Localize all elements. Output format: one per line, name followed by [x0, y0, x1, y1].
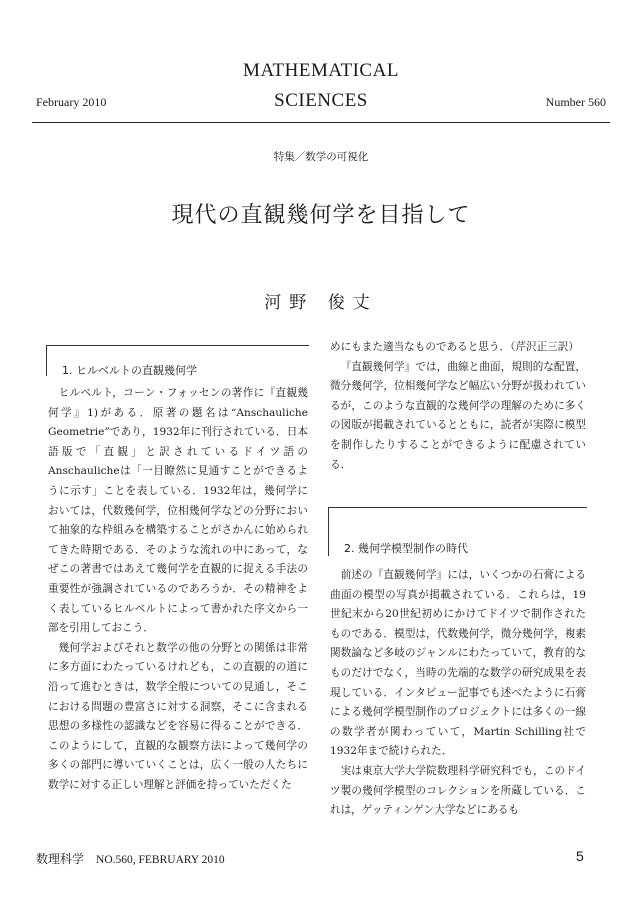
section1-paragraph: ヒルベルト，コーン・フォッセンの著作に『直観幾何学』1)がある．原著の題名は“Anschauliche Geometrie”であり，1932年に刊行されている．日本語版で「直観」と訳されているドイツ語のAnschaulicheは「一目瞭然に見通すことができるように示す」ことを表している．1932年は，幾何学においては，代数幾何学，位相幾何学などの分野において抽象的な枠組みを構築することがさかんに始められてきた時期である．そのような流れの中にあって，なぜこの著書ではあえて幾何学を直観的に捉える手法の重要性が強調されているのであろうか．その精神をよく表しているヒルベルトによって書かれた序文から一部を引用しておこう． [48, 387, 308, 635]
masthead-date: February 2010 [36, 95, 107, 109]
header-rule [32, 122, 610, 123]
footer-journal [36, 850, 225, 867]
masthead-title-line1: MATHEMATICAL [243, 60, 399, 81]
section2-paragraph-2: 実は東京大学大学院数理科学研究科でも，このドイツ製の幾何学模型のコレクションを所蔵している．これは，ゲッティンゲン大学などにあるも [330, 764, 586, 817]
quote-continuation: めにもまた適当なものであると思う．（芹沢正三訳） [330, 341, 579, 353]
right-column-bottom [330, 566, 586, 821]
masthead-title-line2: SCIENCES [274, 90, 368, 111]
right-column-top [330, 338, 586, 475]
feature-label: 特集／数学の可視化 [273, 151, 369, 163]
footer-issue: NO.560, FEBRUARY 2010 [96, 854, 225, 866]
hilbert-quote: 幾何学およびそれと数学の他の分野との関係は非常に多方面にわたっているけれども，この直観的の道に沿って進むときは，数学全般についての見通し，そこにおける問題の豊富さに対する洞察，そこに含まれる思想の多様性の認識などを容易に得ることができる．このようにして，直観的な観察方法によって幾何学の多くの部門に導いていくことは，広く一般の人たちに数学に対する正しい理解と評価を持っていただくた [48, 641, 308, 791]
section1-heading: 1. ヒルベルトの直観幾何学 [62, 364, 197, 377]
article-author: 河野 俊丈 [264, 293, 378, 313]
masthead-issue-number: Number 560 [545, 95, 606, 109]
left-column [48, 384, 308, 795]
footer-journal-name: 数理科学 [36, 852, 85, 866]
right-paragraph: 『直観幾何学』では，曲線と曲面，規則的な配置，微分幾何学，位相幾何学など幅広い分野が扱われているが，このような直観的な幾何学の理解のために多くの図版が掲載されているとともに，読者が実際に模型を制作したりすることができるように配慮されている． [330, 360, 586, 471]
page-number: 5 [576, 848, 584, 864]
section2-heading: 2. 幾何学模型制作の時代 [344, 542, 468, 555]
article-title: 現代の直観幾何学を目指して [171, 203, 471, 228]
section2-paragraph-1: 前述の『直観幾何学』には，いくつかの石膏による曲面の模型の写真が掲載されている．これらは，19世紀末から20世紀初めにかけてドイツで制作されたものである．模型は，代数幾何学，微分幾何学，複素関数論など多岐のジャンルにわたっていて，教育的なものだけでなく，当時の先端的な数学の研究成果を表現している．インタビュー記事でも述べたように石膏による幾何学模型制作のプロジェクトには多くの一線の数学者が関わっていて，Martin Schilling社で1932年まで続けられた． [330, 569, 586, 758]
